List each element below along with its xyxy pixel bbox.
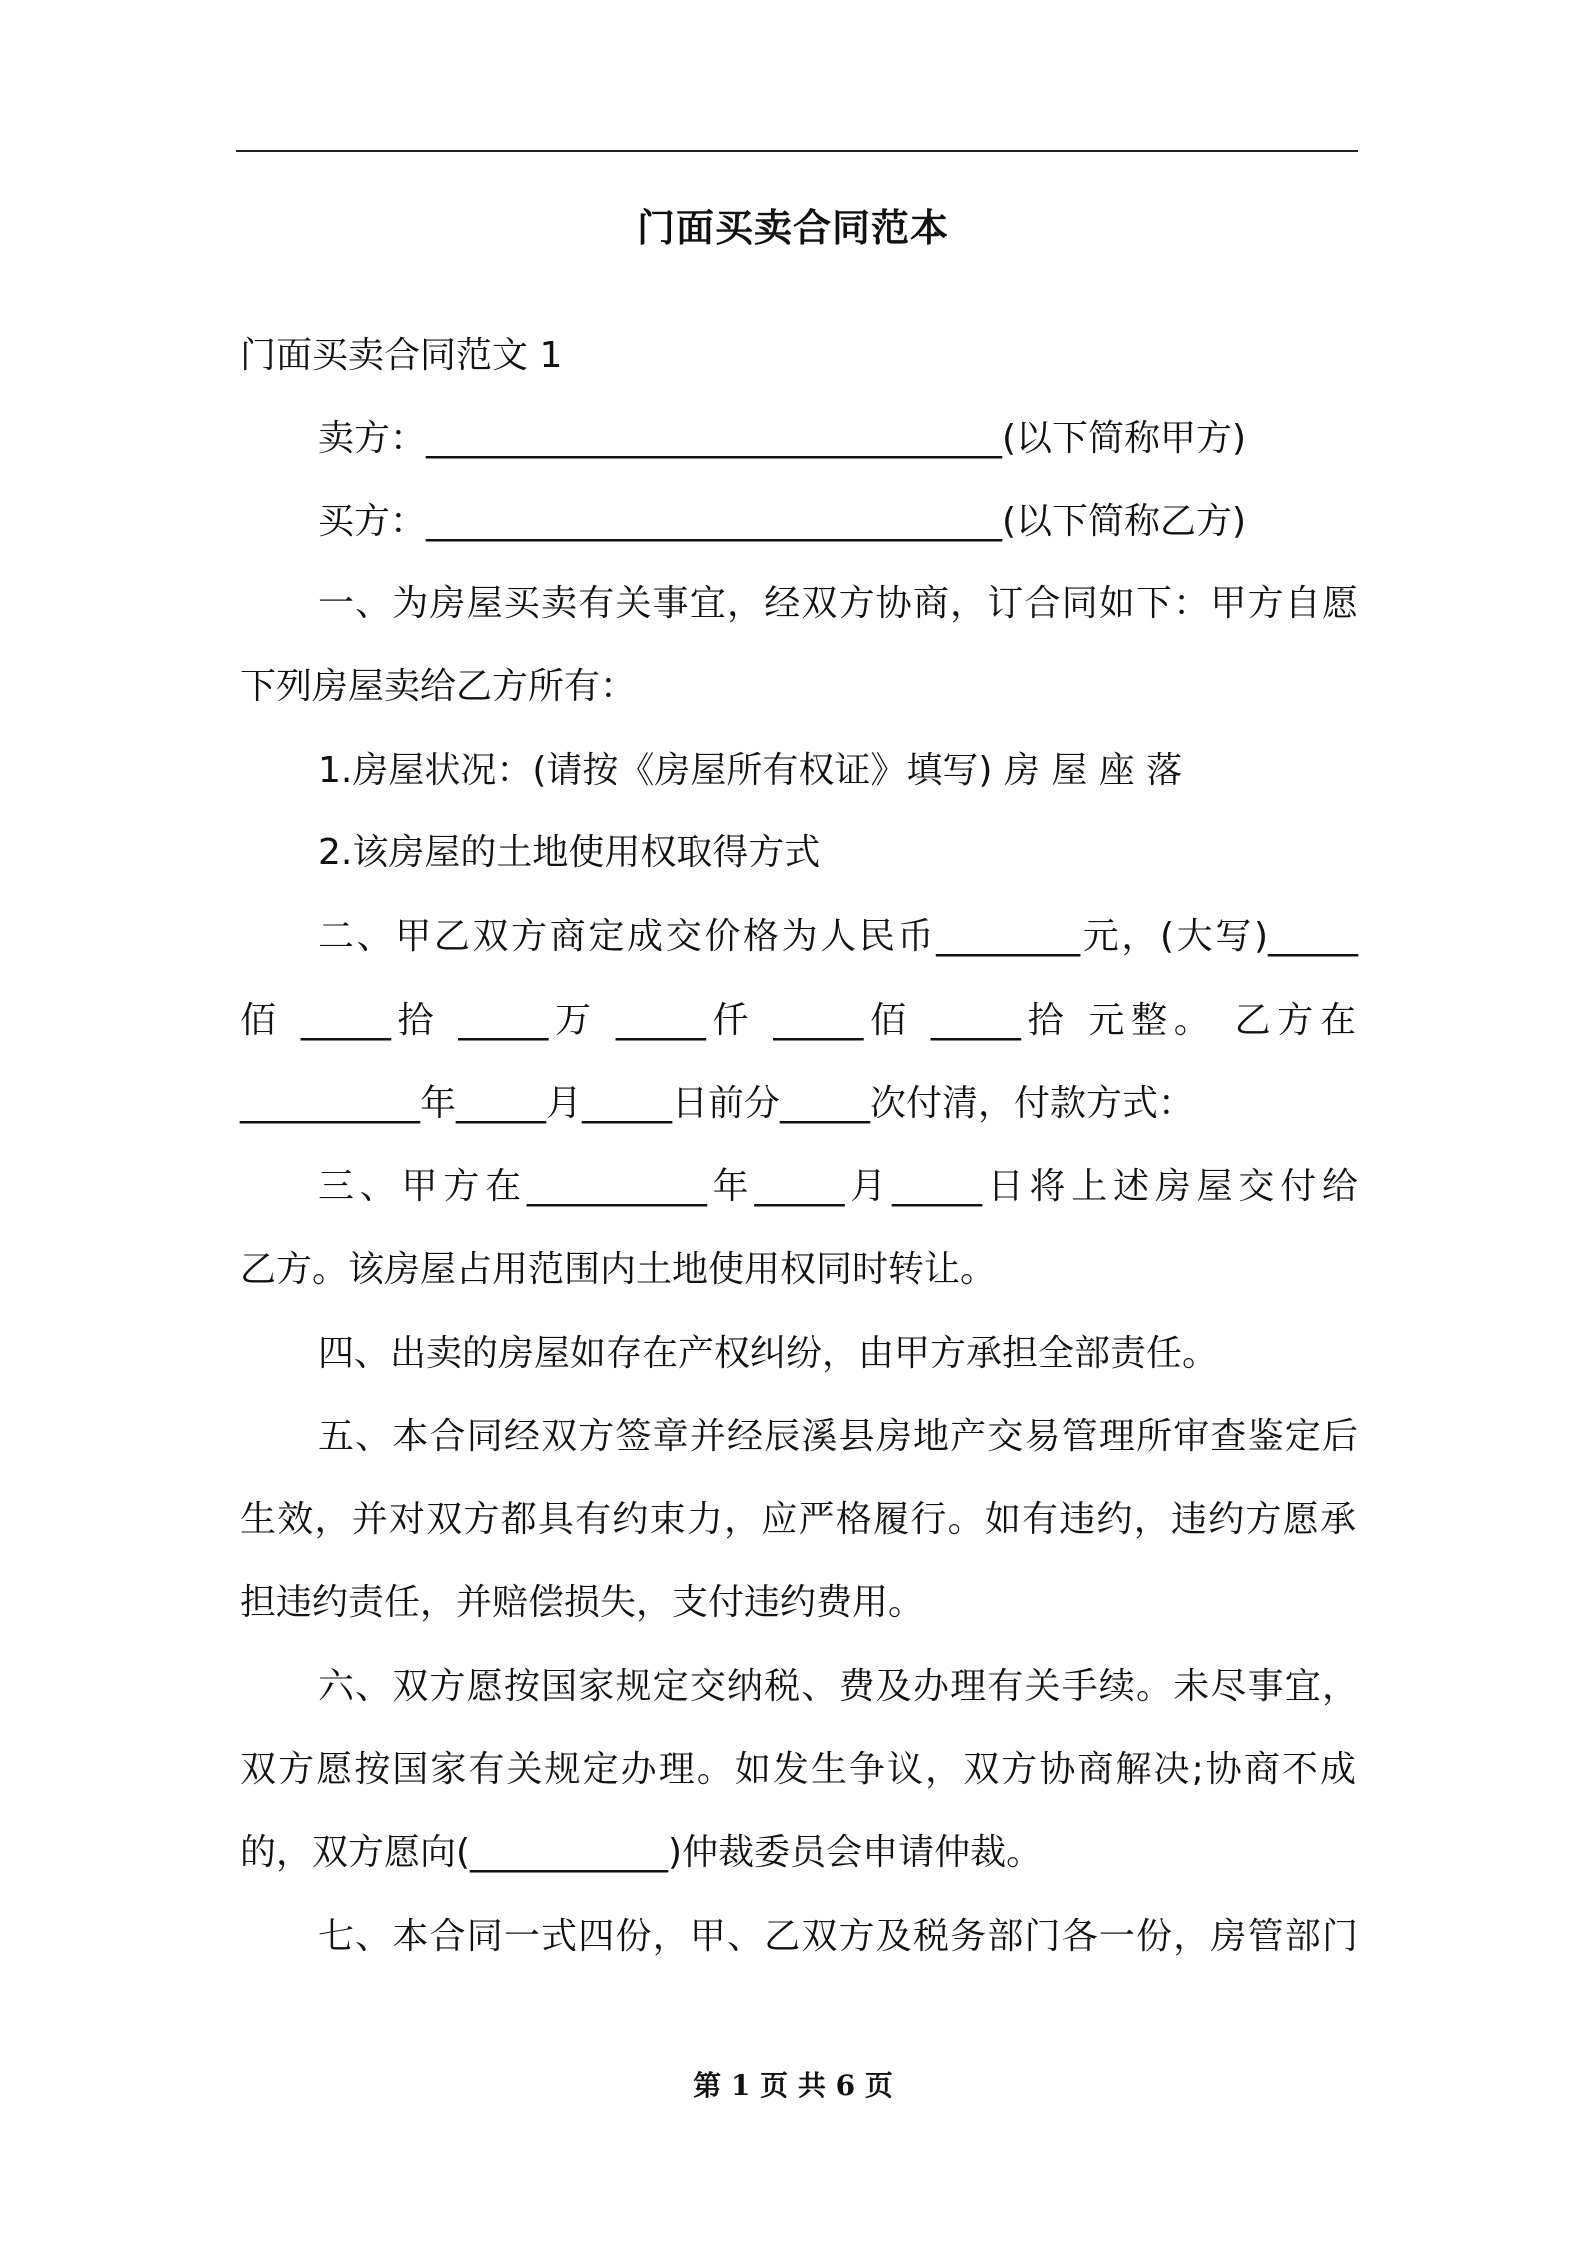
clause-2-line-2: 佰 _____拾 _____万 _____仟 _____佰 _____拾 元整。 乙方在 — [240, 1000, 1356, 1041]
document-title: 门面买卖合同范本 — [636, 206, 949, 250]
document-subtitle: 门面买卖合同范文 1 — [240, 335, 563, 376]
clause-1-line-2: 下列房屋卖给乙方所有： — [240, 666, 637, 707]
clause-4: 四、出卖的房屋如存在产权纠纷，由甲方承担全部责任。 — [318, 1333, 1219, 1374]
clause-3-line-1: 三、甲方在__________年_____月_____日将上述房屋交付给 — [318, 1166, 1358, 1207]
clause-2-line-1: 二、甲乙双方商定成交价格为人民币________元，(大写)_____ — [318, 916, 1358, 957]
clause-6-line-1: 六、双方愿按国家规定交纳税、费及办理有关手续。未尽事宜， — [318, 1666, 1358, 1707]
clause-6-line-2: 双方愿按国家有关规定办理。如发生争议，双方协商解决;协商不成 — [240, 1749, 1356, 1790]
clause-3-line-2: 乙方。该房屋占用范围内土地使用权同时转让。 — [240, 1249, 997, 1290]
clause-1-item-2: 2.该房屋的土地使用权取得方式 — [318, 832, 821, 873]
header-rule — [236, 150, 1358, 152]
clause-1-item-1: 1.房屋状况：(请按《房屋所有权证》填写) 房 屋 座 落 — [318, 750, 1183, 791]
clause-2-line-3: __________年_____月_____日前分_____次付清，付款方式： — [240, 1083, 1195, 1124]
buyer-line: 买方：________________________________(以下简称乙方) — [318, 501, 1247, 542]
clause-6-line-3: 的，双方愿向(___________)仲裁委员会申请仲裁。 — [240, 1832, 1043, 1873]
clause-5-line-2: 生效，并对双方都具有约束力，应严格履行。如有违约，违约方愿承 — [240, 1499, 1356, 1540]
clause-5-line-3: 担违约责任，并赔偿损失，支付违约费用。 — [240, 1582, 925, 1623]
seller-line: 卖方：________________________________(以下简称甲方) — [318, 418, 1247, 459]
clause-1-line-1: 一、为房屋买卖有关事宜，经双方协商，订合同如下：甲方自愿 — [318, 583, 1358, 624]
clause-5-line-1: 五、本合同经双方签章并经辰溪县房地产交易管理所审查鉴定后 — [318, 1416, 1358, 1457]
page-number: 第 1 页 共 6 页 — [693, 2069, 893, 2102]
clause-7-line-1: 七、本合同一式四份，甲、乙双方及税务部门各一份，房管部门 — [318, 1916, 1358, 1957]
